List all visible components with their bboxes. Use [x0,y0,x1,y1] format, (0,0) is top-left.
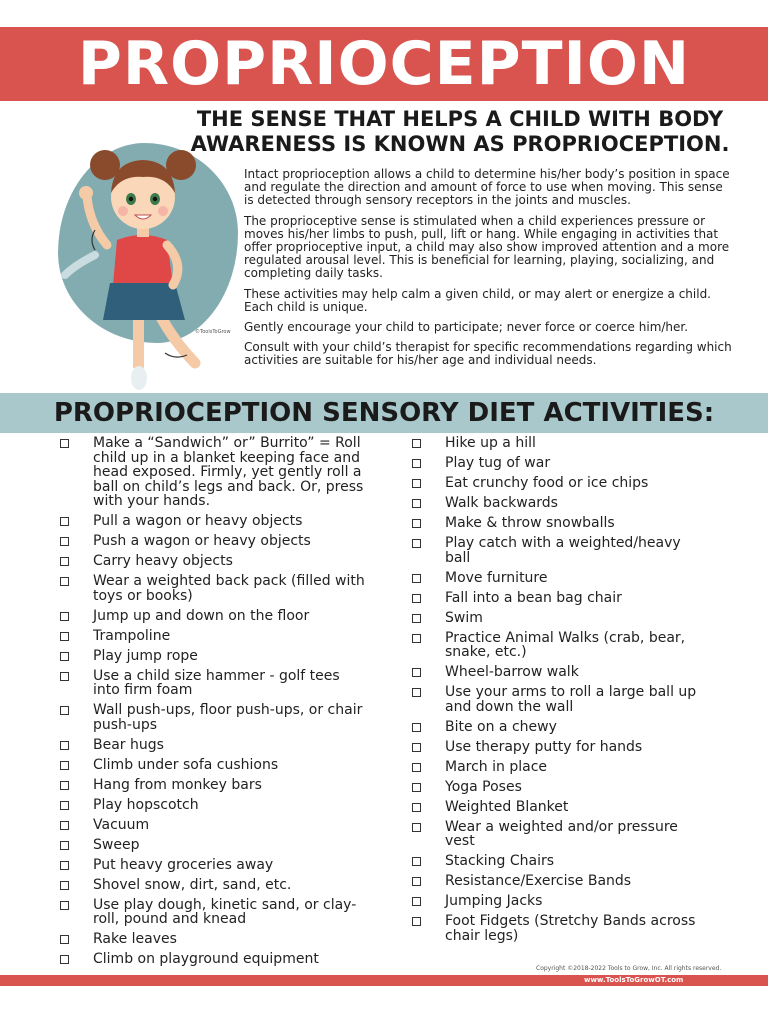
intro-paragraph: Intact proprioception allows a child to determine his/her body’s position in space and regulate the direction and amount of force to use when moving. This sense is detected through sensory receptors in the joints and muscles. [244,167,730,208]
activity-label: Play tug of war [445,455,551,471]
checkbox-icon[interactable] [412,634,421,643]
activity-item [410,571,710,586]
activity-item [58,554,368,569]
activity-item [410,854,710,869]
activity-label: Shovel snow, dirt, sand, etc. [93,876,292,893]
checkbox-icon[interactable] [60,935,69,944]
activity-item [58,738,368,753]
activity-label: Sweep [93,836,140,853]
checkbox-icon[interactable] [60,901,69,910]
activity-item [58,609,368,624]
activity-label: Stacking Chairs [445,853,555,869]
activity-label: Wall push-ups, floor push-ups, or chair push-ups [93,702,363,733]
activity-label: Hike up a hill [445,435,536,451]
activity-label: Trampoline [93,627,171,644]
checkbox-icon[interactable] [412,877,421,886]
activity-label: Use therapy putty for hands [445,738,643,755]
activity-label: Use a child size hammer - golf tees into firm foam [93,667,340,698]
checkbox-icon[interactable] [60,741,69,750]
checkbox-icon[interactable] [60,672,69,681]
checkbox-icon[interactable] [412,668,421,677]
activity-label: Use play dough, kinetic sand, or clay- roll, pound and knead [93,896,357,927]
checkbox-icon[interactable] [60,517,69,526]
activity-label: Carry heavy objects [93,553,233,569]
checkbox-icon[interactable] [60,612,69,621]
checkbox-icon[interactable] [412,499,421,508]
checkbox-icon[interactable] [412,897,421,906]
activity-label: Jumping Jacks [445,893,543,909]
activity-item [58,514,368,529]
activity-item [58,669,368,698]
section-header [0,393,768,433]
activity-label: Eat crunchy food or ice chips [445,475,649,491]
activity-label: Jump up and down on the floor [93,607,310,624]
checkbox-icon[interactable] [60,577,69,586]
activity-label: Put heavy groceries away [93,856,274,873]
illustration-credit: ©ToolsToGrow [195,329,231,335]
activity-item [58,952,368,967]
activities-left-list [58,436,368,972]
activity-label: Swim [445,609,483,626]
section-title: PROPRIOCEPTION SENSORY DIET ACTIVITIES: [53,398,715,428]
checkbox-icon[interactable] [412,688,421,697]
activity-item [410,496,710,511]
checkbox-icon[interactable] [412,857,421,866]
checkbox-icon[interactable] [60,861,69,870]
activity-label: Play jump rope [93,647,198,664]
activity-label: Walk backwards [445,495,558,511]
activity-label: Make & throw snowballs [445,515,615,531]
activity-label: Use your arms to roll a large ball up and down the wall [445,684,697,715]
activity-item [410,800,710,815]
page-title: PROPRIOCEPTION [77,29,691,99]
activity-label: Climb on playground equipment [93,951,319,967]
activity-item [58,629,368,644]
checkbox-icon[interactable] [412,439,421,448]
copyright: Copyright ©2018-2022 Tools to Grow, Inc. All rights reserved. [536,965,722,972]
activity-item [410,665,710,680]
checkbox-icon[interactable] [412,614,421,623]
checkbox-icon[interactable] [412,723,421,732]
checkbox-icon[interactable] [412,574,421,583]
intro-paragraph: Gently encourage your child to participate; never force or coerce him/her. [244,320,689,335]
activity-label: Foot Fidgets (Stretchy Bands across chair legs) [445,913,696,944]
intro-paragraph: These activities may help calm a given child, or may alert or energize a child. Each child is unique. [244,286,711,314]
activity-item [58,818,368,833]
activity-item [410,631,710,660]
activity-item [410,760,710,775]
activity-item [58,798,368,813]
checkbox-icon[interactable] [60,632,69,641]
checkbox-icon[interactable] [412,823,421,832]
activity-item [410,740,710,755]
activity-label: Vacuum [93,816,150,833]
activity-item [58,436,368,509]
activity-item [58,703,368,732]
activity-label: Fall into a bean bag chair [445,589,622,606]
activity-item [58,898,368,927]
checkbox-icon[interactable] [412,917,421,926]
activity-item [410,516,710,531]
activity-item [58,534,368,549]
checkbox-icon[interactable] [60,781,69,790]
activity-item [58,778,368,793]
website-link[interactable]: www.ToolsToGrowOT.com [584,976,684,984]
checkbox-icon[interactable] [60,652,69,661]
activity-item [58,574,368,603]
activity-label: Pull a wagon or heavy objects [93,513,303,529]
activity-item [58,878,368,893]
activity-item [58,932,368,947]
activity-label: Climb under sofa cushions [93,756,279,773]
activity-label: Bite on a chewy [445,718,557,735]
intro-paragraph: The proprioceptive sense is stimulated when a child experiences pressure or moves his/her limbs to push, pull, lift or hang. While engaging in activities that offer proprioceptive input, a child may also show improved attention and a more regulated arousal level. This is beneficial for learning, playing, socializing, and completing daily tasks. [244,213,730,281]
subtitle: THE SENSE THAT HELPS A CHILD WITH BODY AWARENESS IS KNOWN AS PROPRIOCEPTION. [190,107,730,156]
activity-item [410,894,710,909]
activity-label: Wear a weighted back pack (filled with toys or books) [93,573,365,604]
activity-item [410,720,710,735]
activity-label: Make a “Sandwich” or” Burrito” = Roll child up in a blanket keeping face and head exposed. Firmly, yet gently roll a ball on child’s legs and back. Or, press with your hands. [93,435,364,509]
activity-label: Yoga Poses [445,778,522,795]
activity-item [410,780,710,795]
activity-label: Rake leaves [93,931,177,947]
activity-item [410,591,710,606]
activity-item [58,838,368,853]
activity-label: Play catch with a weighted/heavy ball [445,535,681,566]
activity-item [58,649,368,664]
checkbox-icon[interactable] [412,763,421,772]
activity-label: Wheel-barrow walk [445,664,579,680]
activities-right-list [410,436,710,949]
checkbox-icon[interactable] [60,706,69,715]
activity-label: Hang from monkey bars [93,776,262,793]
activity-label: Play hopscotch [93,796,199,813]
activity-label: Wear a weighted and/or pressure vest [445,818,678,849]
activity-item [410,436,710,451]
activity-label: Bear hugs [93,736,164,753]
activity-item [410,476,710,491]
activity-item [410,536,710,565]
checkbox-icon[interactable] [412,479,421,488]
activity-item [410,820,710,849]
checkbox-icon[interactable] [60,557,69,566]
checkbox-icon[interactable] [412,459,421,468]
checkbox-icon[interactable] [60,761,69,770]
checkbox-icon[interactable] [60,955,69,964]
checkbox-icon[interactable] [60,801,69,810]
checkbox-icon[interactable] [60,537,69,546]
activity-item [410,685,710,714]
activity-item [410,456,710,471]
intro-text [244,168,734,375]
checkbox-icon[interactable] [412,594,421,603]
activity-item [58,758,368,773]
checkbox-icon[interactable] [60,821,69,830]
activity-label: Move furniture [445,569,548,586]
checkbox-icon[interactable] [60,841,69,850]
checkbox-icon[interactable] [412,783,421,792]
activity-item [410,874,710,889]
checkbox-icon[interactable] [412,519,421,528]
activity-item [410,914,710,943]
activity-label: Practice Animal Walks (crab, bear, snake, etc.) [445,629,686,660]
activity-item [410,611,710,626]
checkbox-icon[interactable] [60,881,69,890]
checkbox-icon[interactable] [412,539,421,548]
checkbox-icon[interactable] [412,803,421,812]
activity-label: Push a wagon or heavy objects [93,533,311,549]
child-illustration [55,135,235,395]
activity-item [58,858,368,873]
checkbox-icon[interactable] [412,743,421,752]
intro-paragraph: Consult with your child’s therapist for specific recommendations regarding which activities are suitable for his/her age and individual needs. [244,340,732,368]
checkbox-icon[interactable] [60,439,69,448]
activity-label: March in place [445,758,548,775]
title-banner [0,27,768,101]
activity-label: Weighted Blanket [445,798,569,815]
activity-label: Resistance/Exercise Bands [445,873,632,889]
